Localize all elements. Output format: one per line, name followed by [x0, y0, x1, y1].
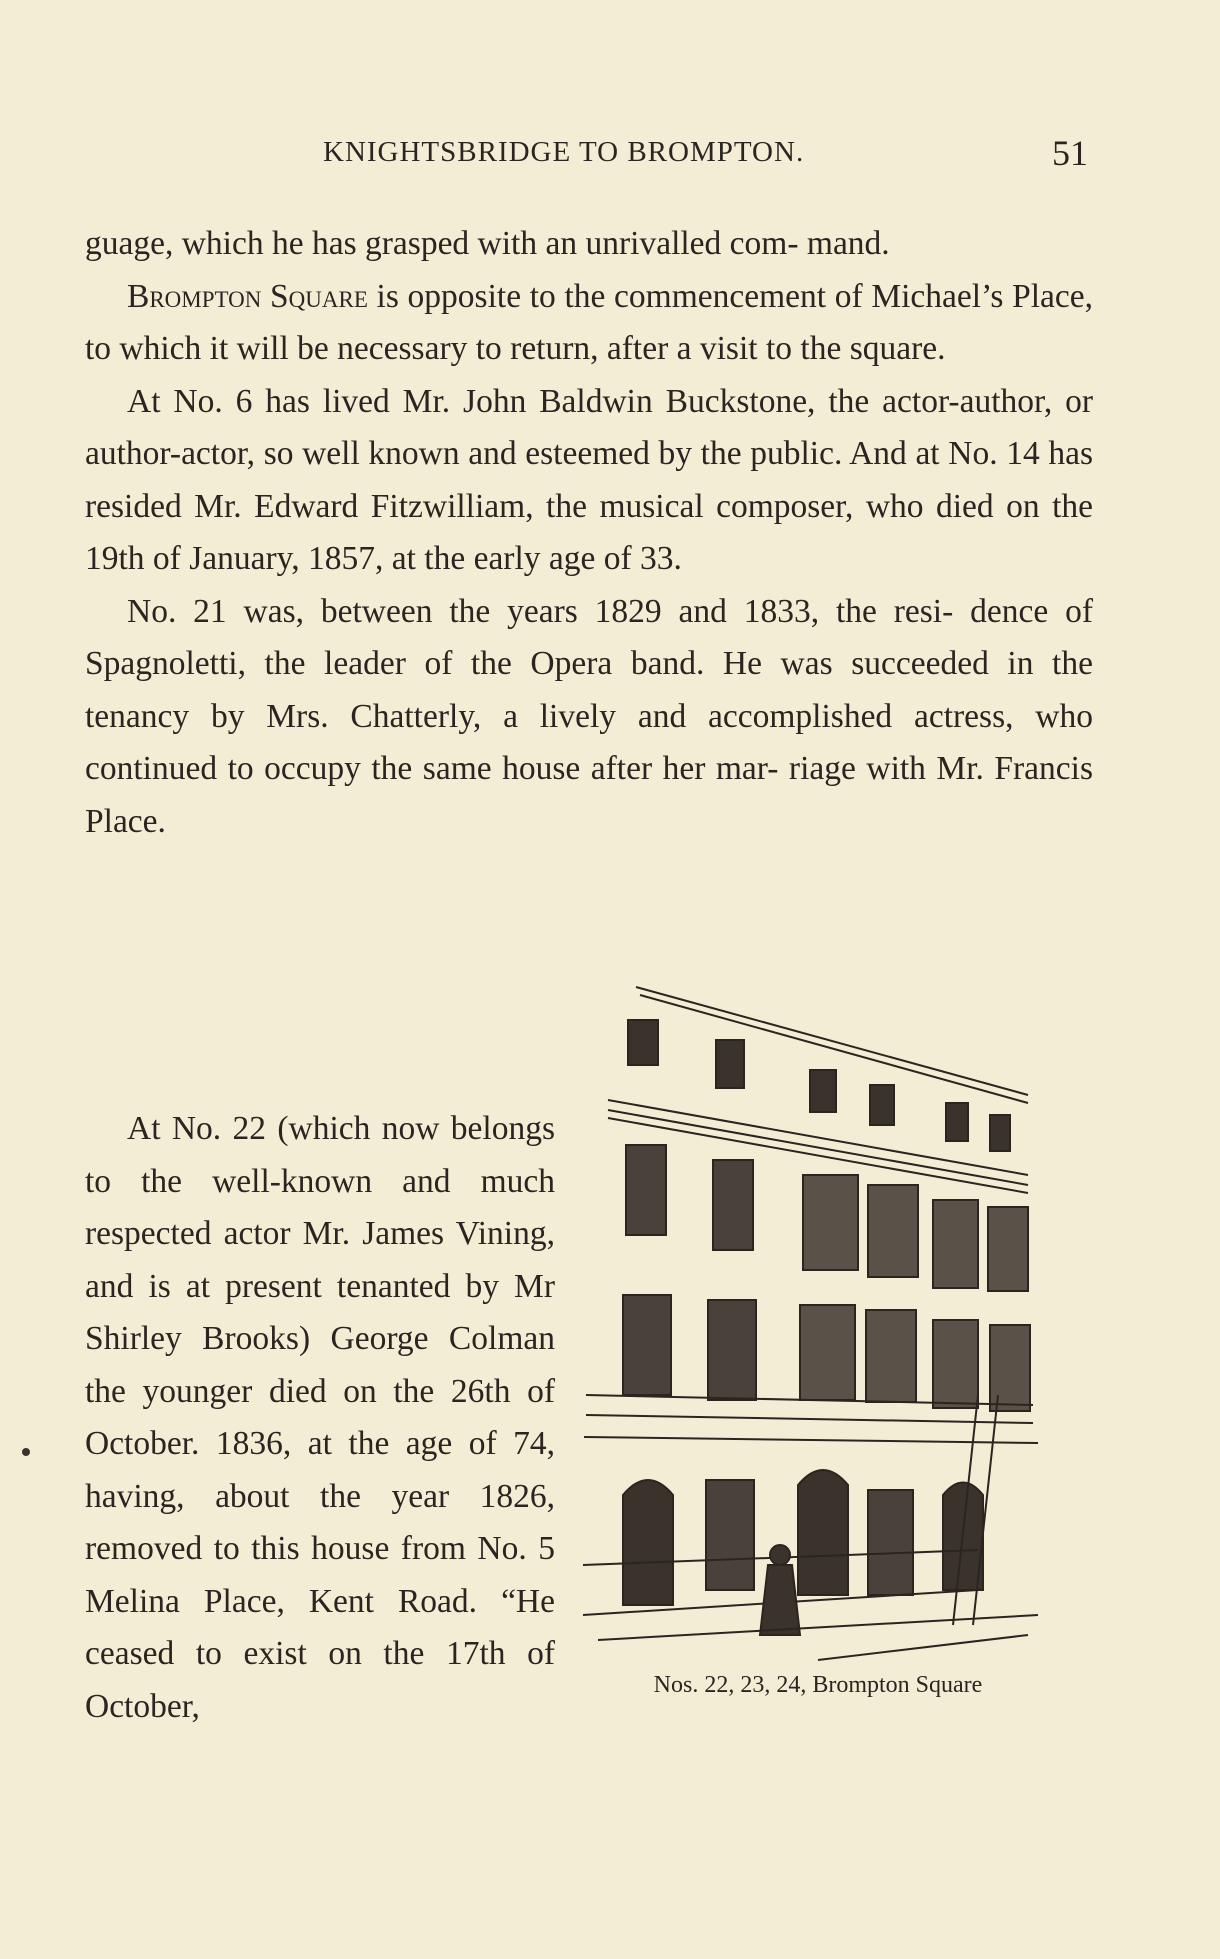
body-text — [85, 218, 1093, 848]
running-head: KNIGHTSBRIDGE TO BROMPTON. — [323, 136, 805, 168]
paragraph-1: guage, which he has grasped with an unrivalled com- mand. — [85, 225, 890, 262]
paragraph-4 — [85, 586, 1093, 849]
paragraph-4-text: No. 21 was, between the years 1829 and 1833, the resi- dence of Spagnoletti, the leader of the Opera band. He was succeeded in the tenancy by Mrs. Chatterly, a lively and accomplished actress, who continued to occupy the same house after her mar- riage with Mr. Francis Place. — [85, 592, 1093, 840]
page-number: 51 — [1052, 133, 1088, 173]
paragraph-5: At No. 22 (which now belongs to the well-known and much respected actor Mr. James Vining, and is at present tenanted by Mr Shirley Brooks) George Colman the younger died on the 26th of October. 1836, at the age of 74, having, about the year 1826, removed to this house from No. 5 Melina Place, Kent Road. “He ceased to exist on the 17th of October, — [85, 1110, 555, 1725]
page-header — [88, 132, 1088, 172]
figure-caption: Nos. 22, 23, 24, Brompton Square — [653, 1672, 983, 1698]
wrap-block — [85, 586, 1093, 849]
figure — [578, 975, 1048, 1715]
paragraph-2-text: is opposite to the commencement of Michael’s Place, to which it will be necessary to return, after a visit to the square. — [85, 277, 1093, 367]
paragraph-5-block — [85, 1103, 555, 1733]
paragraph-2 — [85, 271, 1093, 376]
paragraph-2-lead: Brompton Square — [127, 277, 368, 315]
building-engraving — [578, 975, 1048, 1665]
stray-dot — [22, 1448, 30, 1456]
paragraph-3: At No. 6 has lived Mr. John Baldwin Buckstone, the actor-author, or author-actor, so well known and esteemed by the public. And at No. 14 has resided Mr. Edward Fitzwilliam, the musical composer, who died on the 19th of January, 1857, at the early age of 33. — [85, 382, 1093, 577]
